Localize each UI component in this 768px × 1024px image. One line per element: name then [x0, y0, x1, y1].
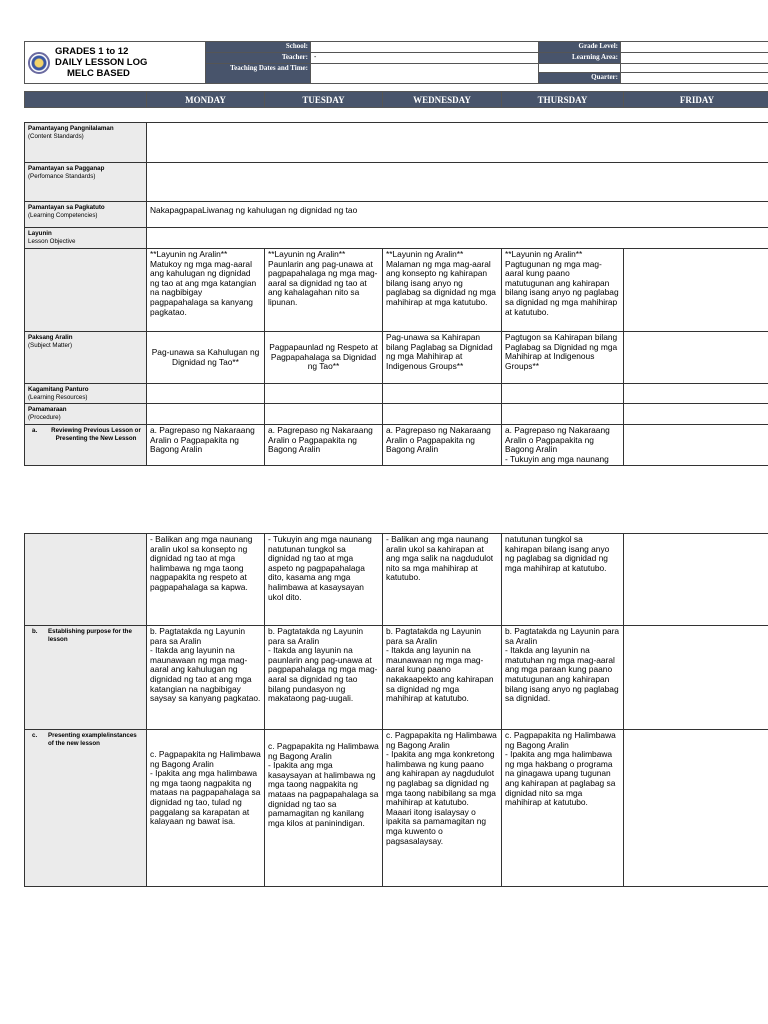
- quarter-label: Quarter:: [539, 73, 621, 84]
- header-logo-cell: [25, 42, 206, 84]
- row-title: Paksang Aralin: [28, 334, 73, 341]
- item-label: Reviewing Previous Lesson or Presenting the New Lesson: [51, 427, 141, 442]
- presenting-thursday[interactable]: c. Pagpapakita ng Halimbawa ng Bagong Aralin - Ipakita ang mga halimbawa ng mga hakbang o programa na ginagawa upang tugunan ang kahirapan at paglabag sa dignidad nito sa mga mahihirap at katutubo.: [502, 730, 624, 887]
- reviewing-cont-tuesday[interactable]: - Tukuyin ang mga naunang natutunan tungkol sa dignidad ng tao at mga aspeto ng pagpapahalaga dito, kasama ang mga halimbawa at kasaysayan ukol dito.: [265, 534, 383, 626]
- document-title: [55, 46, 147, 79]
- row-subtitle: (Perfomance Standards): [28, 173, 96, 180]
- teacher-label: Teacher:: [206, 53, 311, 64]
- purpose-monday[interactable]: b. Pagtatakda ng Layunin para sa Aralin - Itakda ang layunin na maunawaan ng mga mag-aaral ang kahulugan ng dignidad ng tao at ang mga katangian na nagbibigay saysay sa kanyang pagkatao.: [147, 626, 265, 730]
- resources-thursday[interactable]: [502, 384, 624, 404]
- item-label: Establishing purpose for the lesson: [48, 628, 132, 643]
- row-title: Kagamitang Panturo: [28, 386, 89, 393]
- row-subtitle: (Learning Competencies): [28, 212, 98, 219]
- row-label-objective: [25, 228, 147, 249]
- reviewing-wednesday[interactable]: a. Pagrepaso ng Nakaraang Aralin o Pagpapakita ng Bagong Aralin: [383, 425, 502, 466]
- school-field[interactable]: [311, 42, 539, 53]
- reviewing-thursday[interactable]: a. Pagrepaso ng Nakaraang Aralin o Pagpapakita ng Bagong Aralin - Tukuyin ang mga naunang: [502, 425, 624, 466]
- reviewing-cont-wednesday[interactable]: - Balikan ang mga naunang aralin ukol sa kahirapan at ang mga salik na nagdudulot nito sa mga mahihirap at katutubo.: [383, 534, 502, 626]
- table-row: [25, 163, 768, 202]
- row-subtitle: (Content Standards): [28, 133, 84, 140]
- learning-area-field[interactable]: [621, 53, 768, 64]
- table-row: [25, 384, 768, 404]
- blank-cell: [539, 64, 621, 73]
- row-label-resources: [25, 384, 147, 404]
- lesson-log-table-2: [24, 533, 768, 887]
- row-label-blank: [25, 249, 147, 332]
- procedure-wednesday[interactable]: [383, 404, 502, 425]
- table-row: [25, 228, 768, 249]
- table-row: [25, 404, 768, 425]
- blank-cell: [621, 64, 768, 73]
- subject-wednesday[interactable]: Pag-unawa sa Kahirapan bilang Paglabag sa Dignidad ng mga Mahihirap at Indigenous Groups**: [383, 332, 502, 384]
- presenting-friday[interactable]: [624, 730, 768, 887]
- title-line-3: MELC BASED: [67, 68, 130, 79]
- objective-monday[interactable]: **Layunin ng Aralin** Matukoy ng mga mag-aaral ang kahulugan ng dignidad ng tao at ang mga katangian na nagbibigay pagpapahalaga sa kanyang pagkatao.: [147, 249, 265, 332]
- day-header-bar: [24, 91, 768, 108]
- reviewing-cont-thursday[interactable]: natutunan tungkol sa kahirapan bilang isang anyo ng paglabag sa dignidad ng mga mahihirap at katutubo.: [502, 534, 624, 626]
- row-label-subject-matter: [25, 332, 147, 384]
- reviewing-cont-friday[interactable]: [624, 534, 768, 626]
- reviewing-monday[interactable]: a. Pagrepaso ng Nakaraang Aralin o Pagpapakita ng Bagong Aralin: [147, 425, 265, 466]
- presenting-tuesday[interactable]: c. Pagpapakita ng Halimbawa ng Bagong Aralin - Ipakita ang mga kasaysayan at halimbawa ng mga taong nagpakita ng mataas na pagpapahalaga sa dignidad ng tao sa pamamagitan ng kanilang mga kilos at paninindigan.: [265, 730, 383, 887]
- item-letter: c.: [32, 732, 38, 739]
- item-letter: a.: [32, 427, 38, 434]
- row-label-blank: [25, 534, 147, 626]
- objective-tuesday[interactable]: **Layunin ng Aralin** Paunlarin ang pag-unawa at pagpapahalaga ng mga mag-aaral sa dignidad ng tao at ang kahalagahan nito sa lipunan.: [265, 249, 383, 332]
- procedure-thursday[interactable]: [502, 404, 624, 425]
- row-label-reviewing: [25, 425, 147, 466]
- school-label: School:: [206, 42, 311, 53]
- row-label-content-standards: [25, 123, 147, 163]
- grade-level-label: Grade Level:: [539, 42, 621, 53]
- grade-level-field[interactable]: [621, 42, 768, 53]
- row-title: Pamamaraan: [28, 406, 67, 413]
- purpose-wednesday[interactable]: b. Pagtatakda ng Layunin para sa Aralin - Itakda ang layunin na maunawaan ng mga mag-aaral kung paano nakakaapekto ang kahirapan sa dignidad ng mga mahihirap at katutubo.: [383, 626, 502, 730]
- row-label-presenting: [25, 730, 147, 887]
- presenting-wednesday[interactable]: c. Pagpapakita ng Halimbawa ng Bagong Aralin - Ipakita ang mga konkretong halimbawa ng kung paano ang kahirapan ay nagdudulot ng paglabag sa dignidad ng mga taong nabibilang sa mga mahihirap at katutubo. Maaari itong isalaysay o ipakita sa pamamagitan ng mga kuwento o pagsasalaysay.: [383, 730, 502, 887]
- teaching-dates-label: Teaching Dates and Time:: [206, 64, 311, 84]
- purpose-tuesday[interactable]: b. Pagtatakda ng Layunin para sa Aralin - Itakda ang layunin na paunlarin ang pag-unawa at pagpapahalaga ng mga mag-aaral sa dignidad ng tao bilang pundasyon ng makataong pag-uugali.: [265, 626, 383, 730]
- deped-seal-icon: [28, 52, 50, 74]
- row-title: Layunin: [28, 230, 52, 237]
- row-label-procedure: [25, 404, 147, 425]
- row-subtitle: Lesson Objective: [28, 238, 76, 245]
- resources-wednesday[interactable]: [383, 384, 502, 404]
- procedure-monday[interactable]: [147, 404, 265, 425]
- row-subtitle: (Learning Resources): [28, 394, 88, 401]
- table-row: [25, 730, 768, 887]
- table-row: [25, 332, 768, 384]
- row-subtitle: (Subject Matter): [28, 342, 73, 349]
- resources-friday[interactable]: [624, 384, 768, 404]
- teaching-dates-field[interactable]: [311, 64, 539, 84]
- subject-thursday[interactable]: Pagtugon sa Kahirapan bilang Paglabag sa Dignidad ng mga Mahihirap at Indigenous Groups**: [502, 332, 624, 384]
- subject-friday[interactable]: [624, 332, 768, 384]
- content-standards-cell[interactable]: [147, 123, 768, 163]
- table-row: [25, 425, 768, 466]
- reviewing-friday[interactable]: [624, 425, 768, 466]
- table-row: [25, 202, 768, 228]
- day-monday: MONDAY: [147, 92, 265, 108]
- table-row: [25, 249, 768, 332]
- day-friday: FRIDAY: [624, 92, 768, 108]
- reviewing-cont-monday[interactable]: - Balikan ang mga naunang aralin ukol sa konsepto ng dignidad ng tao at mga halimbawa ng mga taong nagpapakita ng respeto at pagpapahalaga sa kapwa.: [147, 534, 265, 626]
- subject-monday[interactable]: Pag-unawa sa Kahulugan ng Dignidad ng Tao**: [147, 332, 265, 384]
- item-letter: b.: [32, 628, 38, 635]
- day-header-blank: [25, 92, 147, 108]
- header-table: [24, 41, 768, 84]
- title-line-1: GRADES 1 to 12: [55, 46, 129, 57]
- objective-header-cell: [147, 228, 768, 249]
- table-row: [25, 123, 768, 163]
- learning-area-label: Learning Area:: [539, 53, 621, 64]
- reviewing-tuesday[interactable]: a. Pagrepaso ng Nakaraang Aralin o Pagpapakita ng Bagong Aralin: [265, 425, 383, 466]
- objective-friday[interactable]: [624, 249, 768, 332]
- row-title: Pamantayan sa Pagganap: [28, 165, 105, 172]
- objective-wednesday[interactable]: **Layunin ng Aralin** Malaman ng mga mag-aaral ang konsepto ng kahirapan bilang isang anyo ng paglabag sa dignidad ng mga mahihirap at mga katutubo.: [383, 249, 502, 332]
- table-row: [25, 626, 768, 730]
- presenting-monday[interactable]: c. Pagpapakita ng Halimbawa ng Bagong Aralin - Ipakita ang mga halimbawa ng mga taong nagpakita ng mataas na pagpapahalaga sa dignidad ng tao, tulad ng paggalang sa karapatan at kalayaan ng bawat isa.: [147, 730, 265, 887]
- procedure-tuesday[interactable]: [265, 404, 383, 425]
- title-line-2: DAILY LESSON LOG: [55, 57, 148, 68]
- day-tuesday: TUESDAY: [265, 92, 383, 108]
- row-label-competencies: [25, 202, 147, 228]
- resources-monday[interactable]: [147, 384, 265, 404]
- item-label: Presenting example/instances of the new lesson: [48, 732, 137, 747]
- purpose-thursday[interactable]: b. Pagtatakda ng Layunin para sa Aralin - Itakda ang layunin na matutuhan ng mga mag-aaral ang mga paraan kung paano matutugunan ang kahirapan bilang isang anyo ng paglabag sa dignidad.: [502, 626, 624, 730]
- row-subtitle: (Procedure): [28, 414, 61, 421]
- table-row: [25, 534, 768, 626]
- teacher-field[interactable]: -: [311, 53, 539, 64]
- purpose-friday[interactable]: [624, 626, 768, 730]
- competencies-cell[interactable]: NakapagpapaLiwanag ng kahulugan ng dignidad ng tao: [147, 202, 768, 228]
- procedure-friday[interactable]: [624, 404, 768, 425]
- resources-tuesday[interactable]: [265, 384, 383, 404]
- lesson-log-table-1: [24, 122, 768, 466]
- row-label-performance-standards: [25, 163, 147, 202]
- row-title: Pamantayan sa Pagkatuto: [28, 204, 105, 211]
- quarter-field[interactable]: [621, 73, 768, 84]
- day-wednesday: WEDNESDAY: [383, 92, 502, 108]
- day-thursday: THURSDAY: [502, 92, 624, 108]
- objective-thursday[interactable]: **Layunin ng Aralin** Pagtugunan ng mga mag-aaral kung paano matutugunan ang kahirapan bilang isang anyo ng paglabag sa dignidad ng mga mahihirap at katutubo.: [502, 249, 624, 332]
- row-label-purpose: [25, 626, 147, 730]
- row-title: Pamantayang Pangnilalaman: [28, 125, 114, 132]
- subject-tuesday[interactable]: Pagpapaunlad ng Respeto at Pagpapahalaga sa Dignidad ng Tao**: [265, 332, 383, 384]
- performance-standards-cell[interactable]: [147, 163, 768, 202]
